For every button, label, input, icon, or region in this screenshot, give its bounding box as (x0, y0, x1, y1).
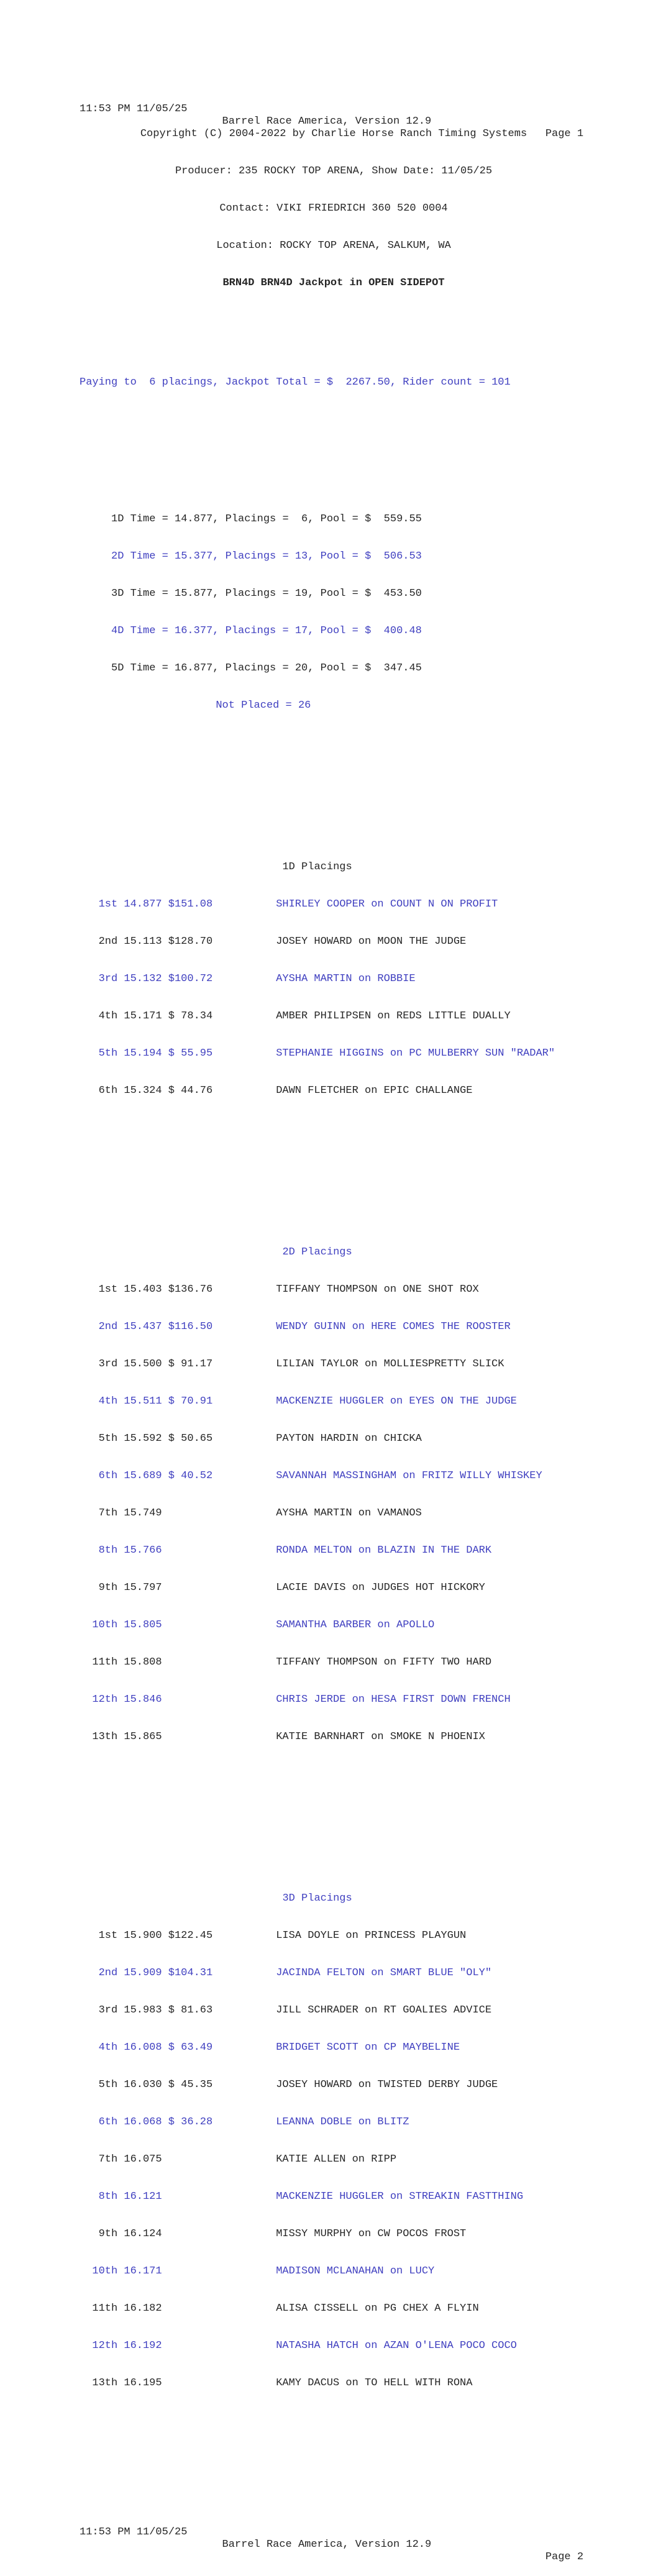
page-footer (80, 2514, 588, 2563)
placing-time: 16.171 (124, 2265, 162, 2277)
placing-rider-horse: WENDY GUINN on HERE COMES THE ROOSTER (276, 1321, 511, 1333)
placing-payout: $104.31 (168, 1967, 213, 1979)
spacer (80, 774, 588, 787)
placing-rider-horse: KATIE ALLEN on RIPP (276, 2154, 397, 2165)
placing-rider-horse: LISA DOYLE on PRINCESS PLAYGUN (276, 1930, 467, 1942)
placing-time: 16.124 (124, 2228, 162, 2240)
app-title: Barrel Race America, Version 12.9 (222, 2539, 432, 2551)
division-summary-line: 1D Time = 14.877, Placings = 6, Pool = $ 559.55 (111, 513, 422, 525)
placing-rider-horse: MACKENZIE HUGGLER on EYES ON THE JUDGE (276, 1395, 517, 1407)
placing-time: 15.324 (124, 1085, 162, 1097)
placing-rank: 5th (98, 1433, 118, 1445)
placing-payout: $ 55.95 (168, 1048, 213, 1059)
placings-section-1d (80, 836, 588, 1122)
placing-rider-horse: NATASHA HATCH on AZAN O'LENA POCO COCO (276, 2340, 517, 2352)
placing-time: 15.805 (124, 1619, 162, 1631)
report-timestamp: 11:53 PM 11/05/25 (80, 2526, 188, 2538)
placing-row (80, 2265, 588, 2278)
placing-row (80, 1731, 588, 1743)
placing-payout: $ 45.35 (168, 2079, 213, 2091)
placing-payout (168, 2265, 212, 2278)
app-title: Barrel Race America, Version 12.9 (222, 116, 432, 127)
report-timestamp: 11:53 PM 11/05/25 (80, 103, 188, 115)
placing-payout: $100.72 (168, 973, 213, 985)
placing-rank: 1st (98, 1930, 118, 1942)
spacer (80, 1159, 588, 1172)
placing-time: 15.766 (124, 1545, 162, 1556)
placing-rider-horse: ALISA CISSELL on PG CHEX A FLYIN (276, 2303, 479, 2314)
placing-rider-horse: AMBER PHILIPSEN on REDS LITTLE DUALLY (276, 1010, 511, 1022)
placing-payout: $ 50.65 (168, 1433, 213, 1445)
placing-rank: 7th (98, 1507, 118, 1519)
placing-time: 16.068 (124, 2116, 162, 2128)
placing-rider-horse: SHIRLEY COOPER on COUNT N ON PROFIT (276, 898, 498, 910)
placing-time: 16.195 (124, 2377, 162, 2389)
placing-rank: 12th (92, 1694, 118, 1706)
placing-rider-horse: LACIE DAVIS on JUDGES HOT HICKORY (276, 1582, 485, 1594)
placing-row (80, 1048, 588, 1060)
placing-time: 15.113 (124, 936, 162, 948)
placing-rank: 4th (98, 1395, 118, 1407)
placing-rank: 10th (92, 1619, 118, 1631)
placing-rider-horse: TIFFANY THOMPSON on ONE SHOT ROX (276, 1284, 479, 1295)
placing-payout: $128.70 (168, 936, 213, 948)
page-number: Page 1 (545, 128, 584, 140)
placing-row (80, 2116, 588, 2129)
placing-payout (168, 1545, 212, 1557)
placing-rank: 2nd (98, 936, 118, 948)
spacer (80, 426, 588, 439)
placing-rider-horse: PAYTON HARDIN on CHICKA (276, 1433, 422, 1445)
placing-time: 16.121 (124, 2191, 162, 2203)
placing-payout (168, 2340, 212, 2352)
section-title: 3D Placings (282, 1893, 352, 1904)
placing-payout: $ 44.76 (168, 1085, 213, 1097)
placing-rank: 9th (98, 2228, 118, 2240)
placing-rider-horse: JOSEY HOWARD on MOON THE JUDGE (276, 936, 467, 948)
placing-rank: 3rd (98, 973, 118, 985)
placing-payout (168, 1619, 212, 1632)
placing-row (80, 2042, 588, 2054)
placing-time: 14.877 (124, 898, 162, 910)
report-page (80, 41, 588, 2563)
placing-rank: 6th (98, 1470, 118, 1482)
placing-rider-horse: KATIE BARNHART on SMOKE N PHOENIX (276, 1731, 485, 1743)
placing-rank: 10th (92, 2265, 118, 2277)
placing-time: 16.075 (124, 2154, 162, 2165)
placing-row (80, 1470, 588, 1482)
placing-rider-horse: TIFFANY THOMPSON on FIFTY TWO HARD (276, 1656, 492, 1668)
spacer (80, 1806, 588, 1818)
placing-rider-horse: MACKENZIE HUGGLER on STREAKIN FASTTHING (276, 2191, 524, 2203)
placing-payout (168, 2377, 212, 2390)
placing-rider-horse: MADISON MCLANAHAN on LUCY (276, 2265, 435, 2277)
section-title: 1D Placings (282, 861, 352, 873)
placing-time: 15.132 (124, 973, 162, 985)
placing-rank: 5th (98, 1048, 118, 1059)
placing-rank: 3rd (98, 1358, 118, 1370)
placing-row (80, 1321, 588, 1333)
placing-rider-horse: AYSHA MARTIN on VAMANOS (276, 1507, 422, 1519)
placing-rank: 9th (98, 1582, 118, 1594)
page-number: Page 2 (545, 2551, 584, 2563)
placing-row (80, 1656, 588, 1669)
placing-rank: 8th (98, 2191, 118, 2203)
placing-row (80, 2303, 588, 2315)
placing-payout: $ 81.63 (168, 2004, 213, 2016)
placing-rank: 8th (98, 1545, 118, 1556)
placing-row (80, 1930, 588, 1942)
placing-rider-horse: DAWN FLETCHER on EPIC CHALLANGE (276, 1085, 473, 1097)
placing-row (80, 2004, 588, 2017)
division-summary-line: 4D Time = 16.377, Placings = 17, Pool = $ 400.48 (111, 625, 422, 637)
placing-rank: 11th (92, 2303, 118, 2314)
placing-time: 15.437 (124, 1321, 162, 1333)
placing-payout (168, 2303, 212, 2315)
placing-payout (168, 1656, 212, 1669)
placing-row (80, 1507, 588, 1520)
placing-payout: $122.45 (168, 1930, 213, 1942)
division-summary-line: 2D Time = 15.377, Placings = 13, Pool = $ 506.53 (111, 550, 422, 562)
placing-rank: 7th (98, 2154, 118, 2165)
placing-row (80, 2377, 588, 2390)
placing-time: 15.909 (124, 1967, 162, 1979)
division-summary-line: 5D Time = 16.877, Placings = 20, Pool = $ 347.45 (111, 662, 422, 674)
placing-row (80, 1085, 588, 1097)
placing-payout (168, 2154, 212, 2166)
placing-time: 15.797 (124, 1582, 162, 1594)
placing-time: 16.030 (124, 2079, 162, 2091)
placing-row (80, 1010, 588, 1023)
placing-time: 15.194 (124, 1048, 162, 1059)
placing-row (80, 2154, 588, 2166)
division-summary-line: 3D Time = 15.877, Placings = 19, Pool = $ 453.50 (111, 588, 422, 600)
placing-payout (168, 1731, 212, 1743)
placing-rider-horse: STEPHANIE HIGGINS on PC MULBERRY SUN "RADAR" (276, 1048, 555, 1059)
placing-payout: $ 40.52 (168, 1470, 213, 1482)
location-line: Location: ROCKY TOP ARENA, SALKUM, WA (216, 240, 451, 252)
placing-time: 15.846 (124, 1694, 162, 1706)
jackpot-summary: Paying to 6 placings, Jackpot Total = $ 2267.50, Rider count = 101 (80, 377, 511, 388)
placing-rider-horse: RONDA MELTON on BLAZIN IN THE DARK (276, 1545, 492, 1556)
placing-row (80, 2191, 588, 2203)
placing-time: 16.192 (124, 2340, 162, 2352)
placing-payout: $151.08 (168, 898, 213, 910)
placing-rank: 3rd (98, 2004, 118, 2016)
division-summary (80, 488, 588, 737)
placing-payout: $ 63.49 (168, 2042, 213, 2053)
placing-rank: 13th (92, 1731, 118, 1743)
placing-time: 15.865 (124, 1731, 162, 1743)
placing-rider-horse: SAVANNAH MASSINGHAM on FRITZ WILLY WHISKEY (276, 1470, 542, 1482)
placing-time: 15.808 (124, 1656, 162, 1668)
placing-payout: $ 91.17 (168, 1358, 213, 1370)
placing-row (80, 1582, 588, 1594)
placing-row (80, 2079, 588, 2091)
spacer (80, 327, 588, 339)
placing-rank: 4th (98, 2042, 118, 2053)
placing-rank: 6th (98, 2116, 118, 2128)
placing-rider-horse: MISSY MURPHY on CW POCOS FROST (276, 2228, 467, 2240)
placing-payout (168, 2228, 212, 2240)
placing-rank: 2nd (98, 1967, 118, 1979)
placing-row (80, 1358, 588, 1371)
placing-payout (168, 1507, 212, 1520)
placing-payout: $116.50 (168, 1321, 213, 1333)
placing-rank: 11th (92, 1656, 118, 1668)
contact-line: Contact: VIKI FRIEDRICH 360 520 0004 (219, 203, 448, 214)
producer-line: Producer: 235 ROCKY TOP ARENA, Show Date: 11/05/25 (175, 165, 493, 177)
placing-rank: 12th (92, 2340, 118, 2352)
placing-payout: $ 70.91 (168, 1395, 213, 1407)
placing-rank: 4th (98, 1010, 118, 1022)
placing-rider-horse: AYSHA MARTIN on ROBBIE (276, 973, 416, 985)
placing-rider-horse: JILL SCHRADER on RT GOALIES ADVICE (276, 2004, 492, 2016)
placing-row (80, 1694, 588, 1706)
placing-payout: $ 36.28 (168, 2116, 213, 2128)
copyright-line: Copyright (C) 2004-2022 by Charlie Horse Ranch Timing Systems (140, 128, 527, 140)
event-title: BRN4D BRN4D Jackpot in OPEN SIDEPOT (222, 277, 445, 289)
placing-rank: 13th (92, 2377, 118, 2389)
placing-rank: 2nd (98, 1321, 118, 1333)
placing-row (80, 1433, 588, 1445)
placing-rank: 1st (98, 1284, 118, 1295)
placings-section-3d (80, 1868, 588, 2414)
placing-rider-horse: SAMANTHA BARBER on APOLLO (276, 1619, 435, 1631)
placing-time: 16.182 (124, 2303, 162, 2314)
placing-time: 15.983 (124, 2004, 162, 2016)
placing-time: 15.171 (124, 1010, 162, 1022)
placing-row (80, 2228, 588, 2240)
placing-rider-horse: LILIAN TAYLOR on MOLLIESPRETTY SLICK (276, 1358, 504, 1370)
not-placed-line: Not Placed = 26 (216, 700, 311, 711)
placing-rider-horse: BRIDGET SCOTT on CP MAYBELINE (276, 2042, 460, 2053)
placing-rider-horse: JACINDA FELTON on SMART BLUE "OLY" (276, 1967, 492, 1979)
placing-payout: $ 78.34 (168, 1010, 213, 1022)
placing-row (80, 898, 588, 911)
placing-rank: 5th (98, 2079, 118, 2091)
placing-payout: $136.76 (168, 1284, 213, 1295)
placing-row (80, 1967, 588, 1980)
placing-time: 16.008 (124, 2042, 162, 2053)
placing-payout (168, 1582, 212, 1594)
placing-rider-horse: KAMY DACUS on TO HELL WITH RONA (276, 2377, 473, 2389)
placing-time: 15.500 (124, 1358, 162, 1370)
placing-row (80, 1545, 588, 1557)
placing-payout (168, 1694, 212, 1706)
placing-rank: 6th (98, 1085, 118, 1097)
placing-row (80, 936, 588, 948)
placing-time: 15.900 (124, 1930, 162, 1942)
placing-row (80, 973, 588, 985)
placing-rank: 1st (98, 898, 118, 910)
placing-time: 15.689 (124, 1470, 162, 1482)
placing-row (80, 2340, 588, 2352)
spacer (80, 2452, 588, 2464)
placing-row (80, 1395, 588, 1408)
placings-section-2d (80, 1222, 588, 1768)
placing-rider-horse: LEANNA DOBLE on BLITZ (276, 2116, 409, 2128)
placing-time: 15.749 (124, 1507, 162, 1519)
placing-rider-horse: JOSEY HOWARD on TWISTED DERBY JUDGE (276, 2079, 498, 2091)
placing-time: 15.511 (124, 1395, 162, 1407)
placing-row (80, 1619, 588, 1632)
placing-time: 15.403 (124, 1284, 162, 1295)
section-title: 2D Placings (282, 1246, 352, 1258)
placing-row (80, 1284, 588, 1296)
placing-rider-horse: CHRIS JERDE on HESA FIRST DOWN FRENCH (276, 1694, 511, 1706)
placing-time: 15.592 (124, 1433, 162, 1445)
placing-payout (168, 2191, 212, 2203)
